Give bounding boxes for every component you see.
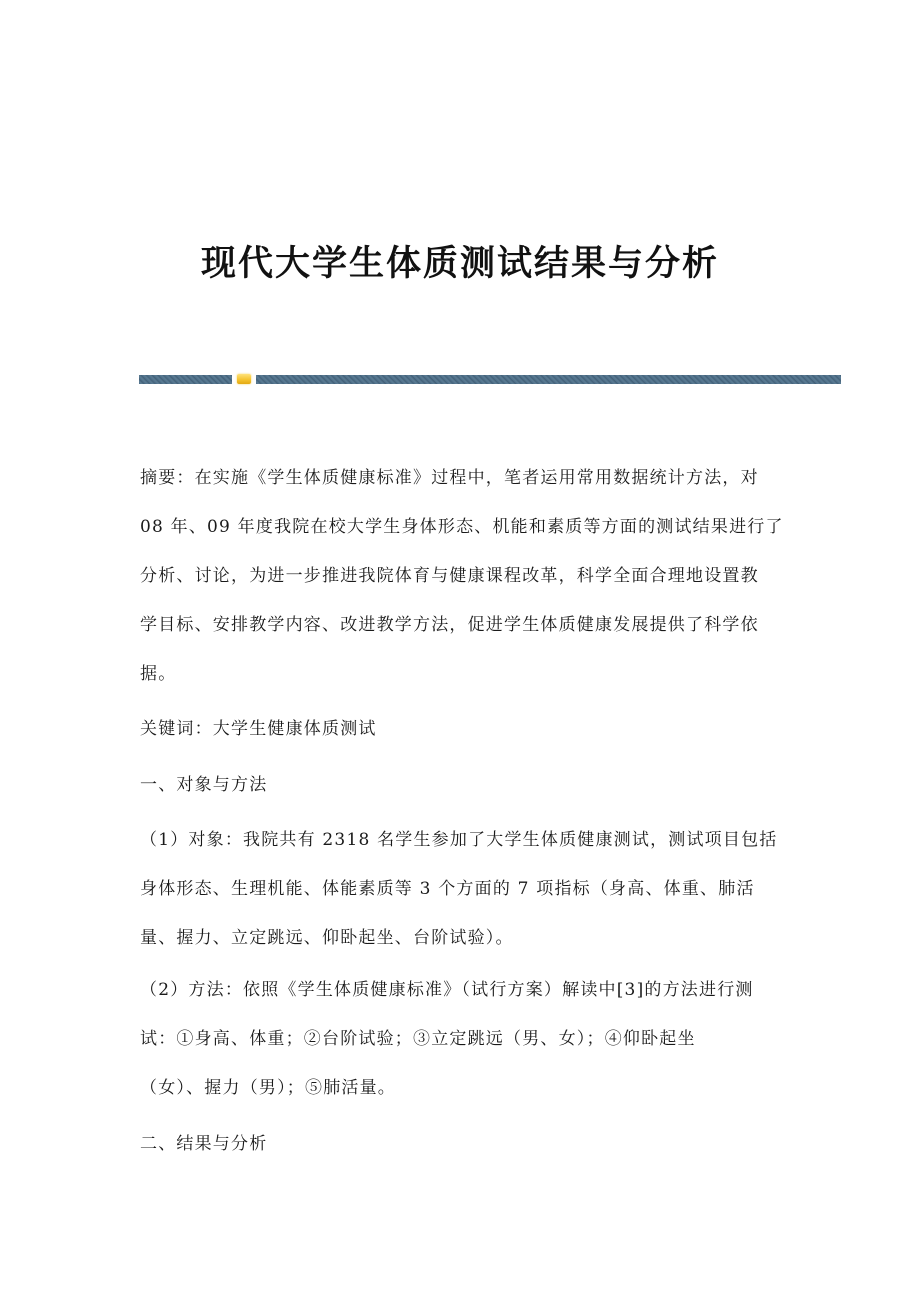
abstract-line: 分析、讨论，为进一步推进我院体育与健康课程改革，科学全面合理地设置教 [140,566,759,586]
abstract-line: 08 年、09 年度我院在校大学生身体形态、机能和素质等方面的测试结果进行了 [140,517,784,537]
divider-bar-left [139,375,232,384]
page-title: 现代大学生体质测试结果与分析 [200,244,719,285]
method-line: （女）、握力（男）；⑤肺活量。 [140,1078,396,1098]
abstract-line: 学目标、安排教学内容、改进教学方法，促进学生体质健康发展提供了科学依 [140,615,759,635]
object-line: 身体形态、生理机能、体能素质等 3 个方面的 7 项指标（身高、体重、肺活 [140,879,755,899]
object-line: （1）对象：我院共有 2318 名学生参加了大学生体质健康测试，测试项目包括 [140,830,778,850]
section-heading-1 [140,773,780,822]
divider-emblem-icon [237,374,251,384]
object-paragraph [140,828,780,975]
abstract-line: 摘要：在实施《学生体质健康标准》过程中，笔者运用常用数据统计方法，对 [140,468,759,488]
section-heading-2 [140,1132,780,1181]
method-line: （2）方法：依照《学生体质健康标准》（试行方案）解读中[3]的方法进行测 [140,980,754,1000]
object-line: 量、握力、立定跳远、仰卧起坐、台阶试验）。 [140,928,514,948]
section-heading-text: 一、对象与方法 [140,775,268,795]
method-line: 试：①身高、体重；②台阶试验；③立定跳远（男、女）；④仰卧起坐 [140,1029,696,1049]
abstract-line: 据。 [140,664,177,684]
section-heading-text: 二、结果与分析 [140,1134,268,1154]
keywords-text: 关键词：大学生健康体质测试 [140,719,377,739]
abstract-paragraph [140,466,784,711]
title-divider [139,375,841,384]
method-paragraph [140,978,780,1125]
keywords-line [140,717,780,766]
divider-bar-right [256,375,841,384]
